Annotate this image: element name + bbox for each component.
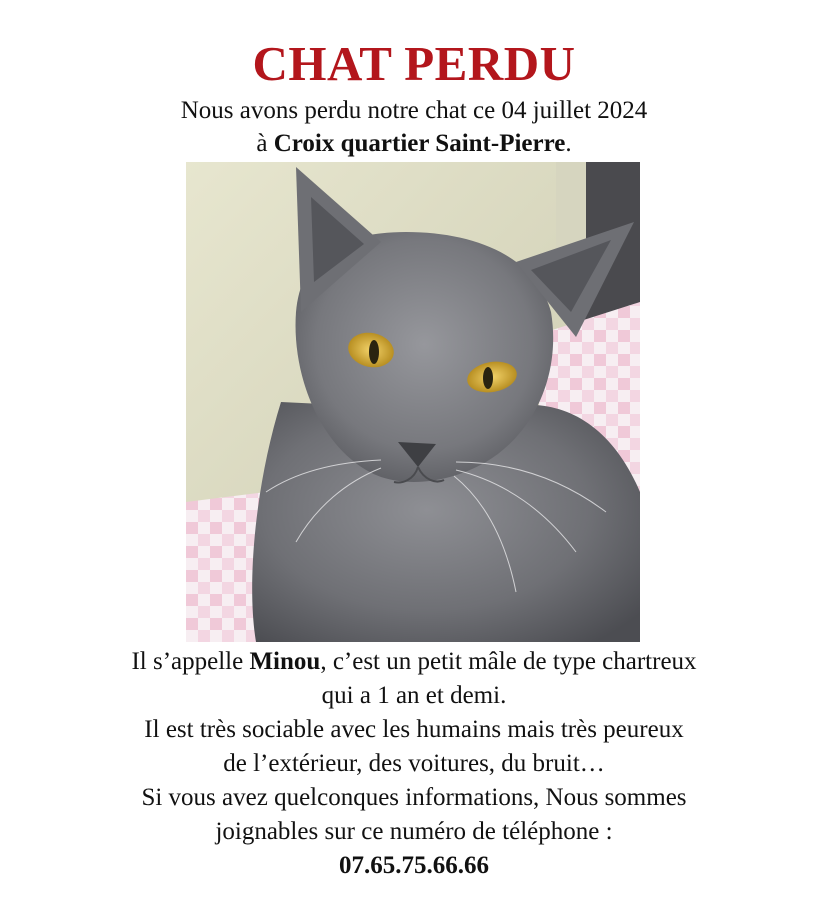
intro-location-line — [0, 127, 828, 160]
poster-title: CHAT PERDU — [252, 36, 576, 91]
cat-photo — [186, 162, 640, 642]
description-text — [0, 645, 828, 883]
location-name: Croix quartier Saint-Pierre — [273, 130, 566, 157]
cat-name: Minou — [249, 648, 321, 675]
name-suffix: , c’est un petit mâle de type chartreux — [320, 648, 697, 675]
phone-number-value: 07.65.75.66.66 — [339, 852, 489, 879]
intro-text — [0, 94, 828, 160]
description-line-2: qui a 1 an et demi. — [321, 682, 507, 709]
name-prefix: Il s’appelle — [131, 648, 250, 675]
description-line-1 — [0, 645, 828, 679]
intro-date-line: Nous avons perdu notre chat ce 04 juillet 2024 — [180, 97, 648, 124]
location-suffix: . — [565, 130, 572, 157]
phone-number — [0, 849, 828, 883]
cat-illustration — [186, 162, 640, 642]
description-line-6: joignables sur ce numéro de téléphone : — [215, 818, 613, 845]
description-line-5: Si vous avez quelconques informations, Nous sommes — [141, 784, 687, 811]
description-line-4: de l’extérieur, des voitures, du bruit… — [223, 750, 605, 777]
location-prefix: à — [256, 130, 274, 157]
description-line-3: Il est très sociable avec les humains mais très peureux — [144, 716, 684, 743]
